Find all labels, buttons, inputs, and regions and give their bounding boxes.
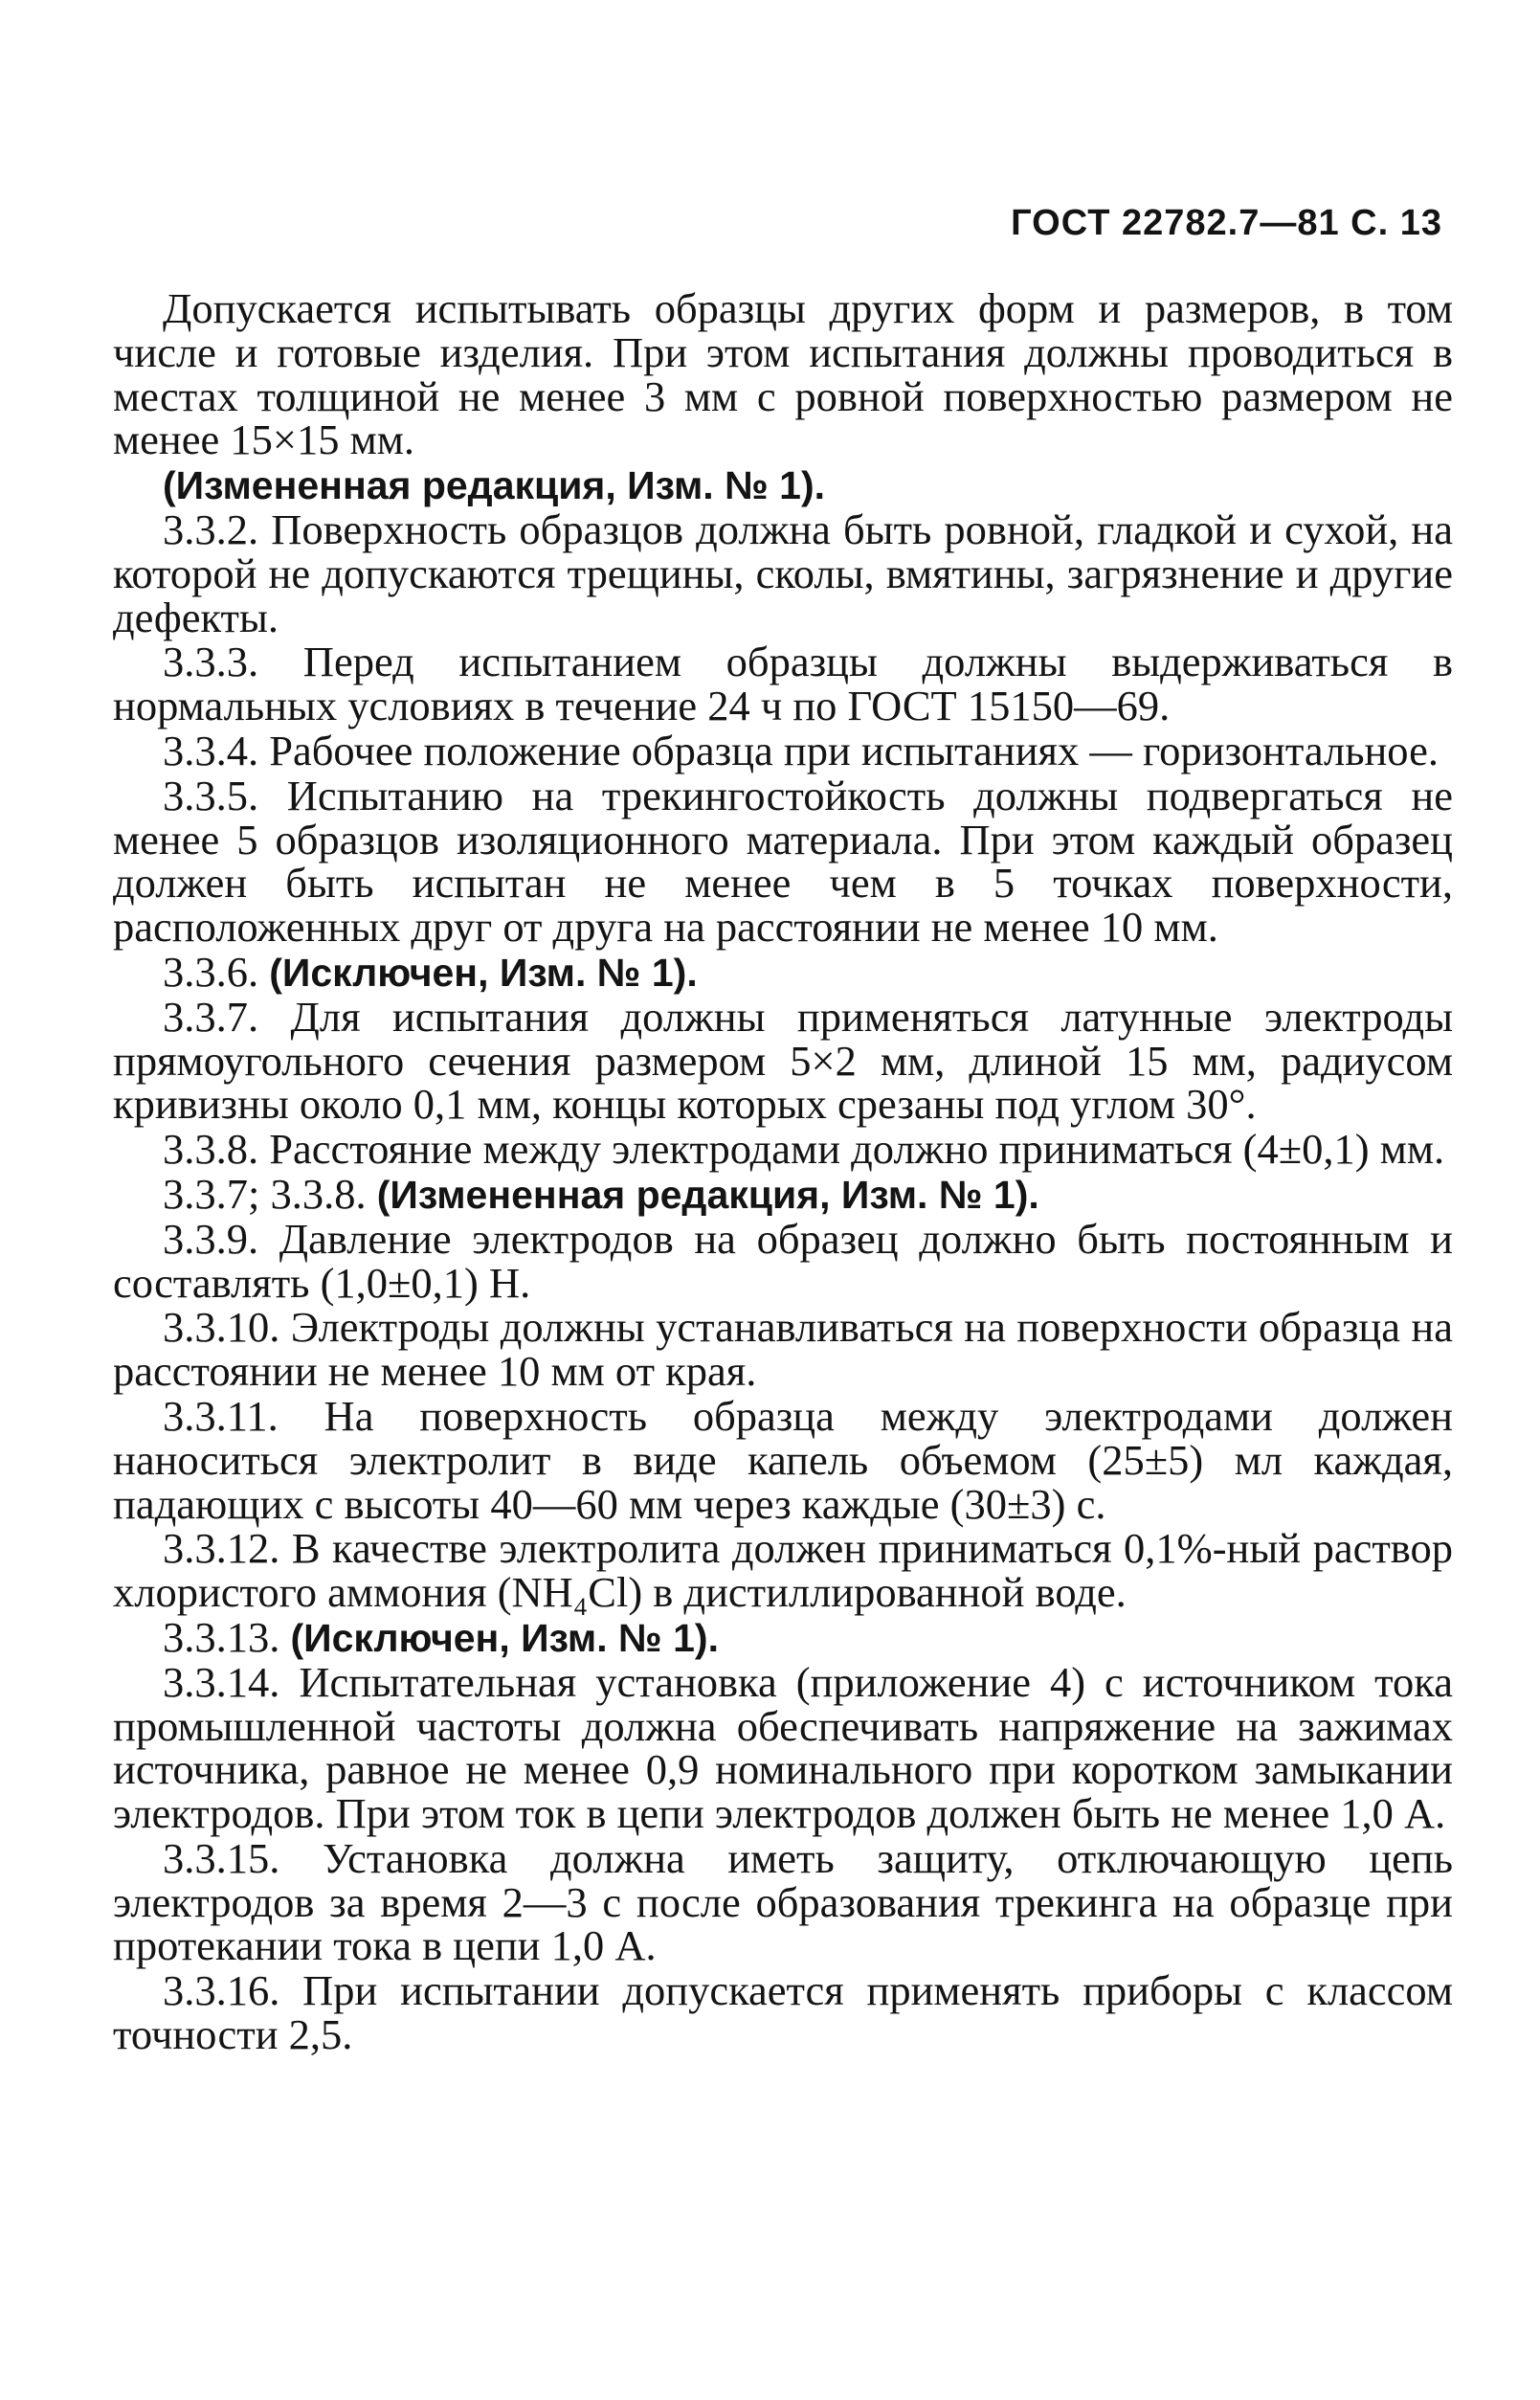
paragraph-bold-note: (Измененная редакция, Изм. № 1).: [376, 1172, 1039, 1217]
paragraph-text: 3.3.6.: [163, 947, 270, 996]
paragraph-3-3-8: [113, 1125, 1453, 1174]
paragraph-3-3-12: [113, 1524, 1453, 1617]
paragraph-text: 3.3.2. Поверхность образцов должна быть ровной, гладкой и сухой, на которой не допускаются трещины, сколы, вмятины, загрязнение и другие дефекты.: [113, 505, 1453, 641]
paragraph-text: 3.3.9. Давление электродов на образец должно быть постоянным и составлять (1,0±0,1) Н.: [113, 1214, 1453, 1307]
paragraph-3-3-3: [113, 640, 1453, 729]
paragraph-3-3-7: [113, 992, 1453, 1129]
paragraph-text: 3.3.5. Испытанию на трекингостойкость должны подвергаться не менее 5 образцов изоляционного материала. При этом каждый образец должен быть испытан не менее чем в 5 точках поверхности, расположенных друг от друга на расстоянии не менее 10 мм.: [113, 771, 1453, 952]
paragraph-text: 3.3.12. В качестве электролита должен приниматься 0,1%-ный раствор хлористого аммония (NH₄Cl) в дистиллированной воде.: [113, 1524, 1453, 1617]
paragraph-text: 3.3.11. На поверхность образца между электродами должен наноситься электролит в виде капель объемом (25±5) мл каждая, падающих с высоты 40—60 мм через каждые (30±3) с.: [113, 1391, 1453, 1528]
paragraph-3-3-7-3-3-8-note: [113, 1169, 1453, 1218]
paragraph-3-3-13: [113, 1612, 1453, 1661]
paragraph-text: 3.3.13.: [163, 1612, 291, 1661]
paragraph-3-3-2: [113, 505, 1453, 641]
running-head: ГОСТ 22782.7—81 С. 13: [1011, 203, 1442, 243]
paragraph-3-3-6: [113, 947, 1453, 996]
paragraph-3-3-16: [113, 1966, 1453, 2059]
paragraph-text: 3.3.7. Для испытания должны применяться латунные электроды прямоугольного сечения размером 5×2 мм, длиной 15 мм, радиусом кривизны около 0,1 мм, концы которых срезаны под углом 30°.: [113, 992, 1453, 1129]
paragraph-3-3-5: [113, 771, 1453, 952]
paragraph-3-3-11: [113, 1391, 1453, 1528]
paragraph-text: 3.3.14. Испытательная установка (приложение 4) с источником тока промышленной частоты должна обеспечивать напряжение на зажимах источника, равное не менее 0,9 номинального при коротком замыкании электродов. При этом ток в цепи электродов должен быть не менее 1,0 А.: [113, 1657, 1453, 1838]
paragraph-text: 3.3.16. При испытании допускается применять приборы с классом точности 2,5.: [113, 1966, 1453, 2059]
paragraph-text: 3.3.10. Электроды должны устанавливаться на поверхности образца на расстоянии не менее 10 мм от края.: [113, 1303, 1453, 1396]
paragraph-text: 3.3.8. Расстояние между электродами должно приниматься (4±0,1) мм.: [163, 1125, 1445, 1174]
paragraph-bold-note: (Исключен, Изм. № 1).: [290, 1615, 719, 1660]
paragraph-3-3-15: [113, 1833, 1453, 1970]
paragraph-text: Допускается испытывать образцы других форм и размеров, в том числе и готовые изделия. При этом испытания должны проводиться в местах толщиной не менее 3 мм с ровной поверхностью размером не менее 15×15 мм.: [113, 284, 1453, 464]
paragraph-text: 3.3.3. Перед испытанием образцы должны выдерживаться в нормальных условиях в течение 24 ч по ГОСТ 15150—69.: [113, 638, 1453, 730]
paragraph-text: 3.3.15. Установка должна иметь защиту, отключающую цепь электродов за время 2—3 с после образования трекинга на образце при протекании тока в цепи 1,0 А.: [113, 1833, 1453, 1970]
paragraph-bold-note: (Измененная редакция, Изм. № 1).: [163, 463, 826, 508]
paragraph-text: 3.3.7; 3.3.8.: [163, 1169, 377, 1218]
paragraph-3-3-10: [113, 1303, 1453, 1396]
paragraph-3-3-14: [113, 1657, 1453, 1838]
paragraph-text: 3.3.4. Рабочее положение образца при испытаниях — горизонтальное.: [163, 726, 1439, 774]
paragraph-3-3-4: [113, 726, 1453, 774]
paragraph-amendment-note: [113, 463, 1453, 508]
paragraph-bold-note: (Исключен, Изм. № 1).: [269, 950, 698, 995]
paragraph-intro: [113, 284, 1453, 464]
paragraph-3-3-9: [113, 1214, 1453, 1307]
body-text: [113, 284, 1453, 2059]
